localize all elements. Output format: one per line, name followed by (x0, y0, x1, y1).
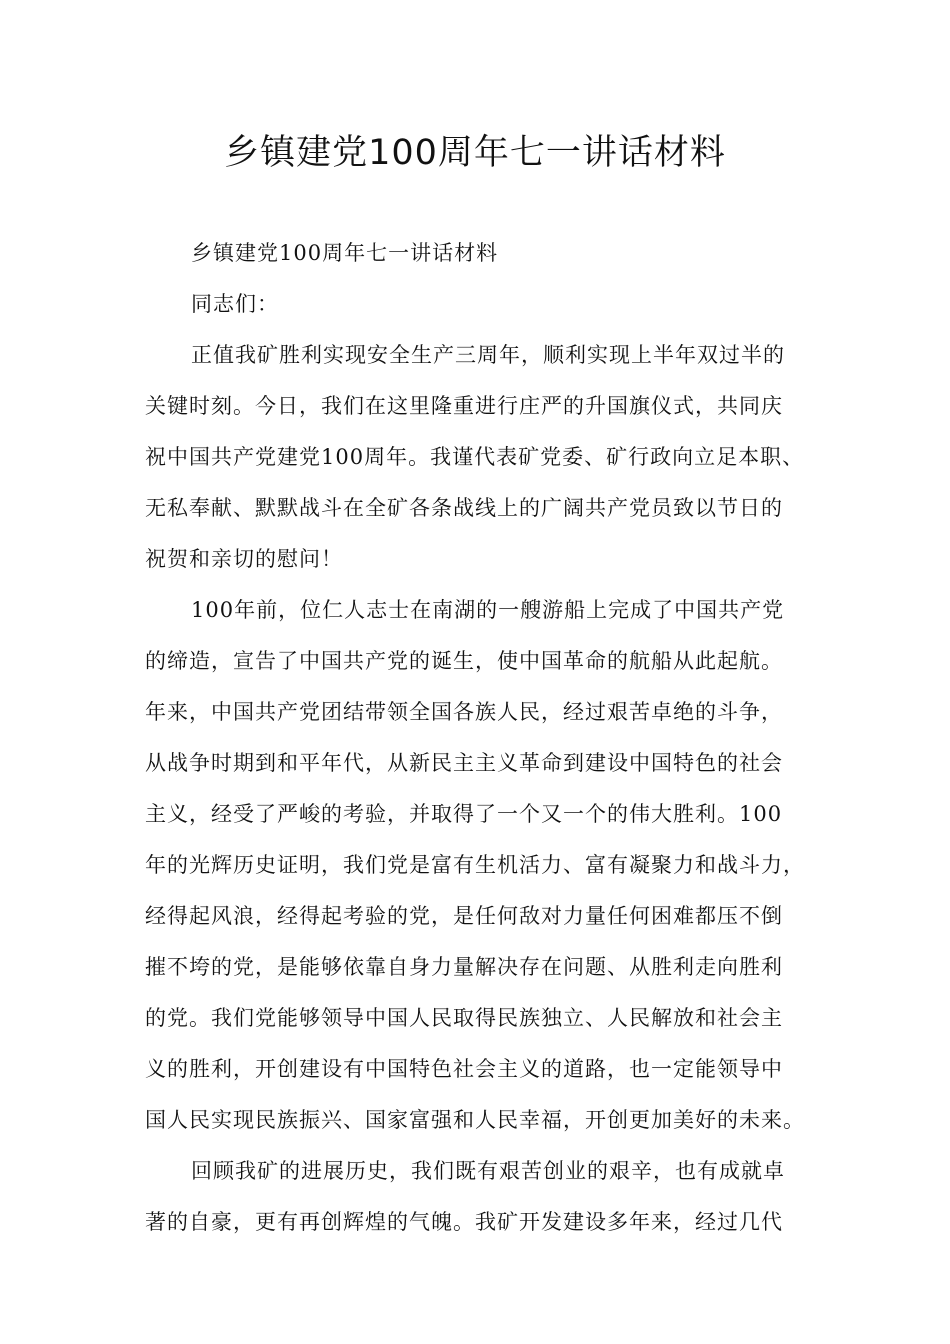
text-line: 关键时刻。今日，我们在这里隆重进行庄严的升国旗仪式，共同庆 (145, 394, 783, 418)
text-line: 国人民实现民族振兴、国家富强和人民幸福，开创更加美好的未来。 (145, 1108, 805, 1132)
text-line: 祝中国共产党建党100周年。我谨代表矿党委、矿行政向立足本职、 (145, 445, 805, 469)
text-line: 从战争时期到和平年代，从新民主主义革命到建设中国特色的社会 (145, 751, 783, 775)
text-line: 经得起风浪，经得起考验的党，是任何敌对力量任何困难都压不倒 (145, 904, 783, 928)
document-body (145, 228, 815, 1248)
text-line: 回顾我矿的进展历史，我们既有艰苦创业的艰辛，也有成就卓 (191, 1159, 785, 1183)
text-line: 无私奉献、默默战斗在全矿各条战线上的广阔共产党员致以节日的 (145, 496, 783, 520)
text-line: 乡镇建党100周年七一讲话材料 (191, 241, 499, 265)
text-line: 年的光辉历史证明，我们党是富有生机活力、富有凝聚力和战斗力， (145, 853, 805, 877)
text-line: 著的自豪，更有再创辉煌的气魄。我矿开发建设多年来，经过几代 (145, 1210, 783, 1234)
text-line: 100年前，位仁人志士在南湖的一艘游船上完成了中国共产党 (191, 598, 785, 622)
text-line: 的缔造，宣告了中国共产党的诞生，使中国革命的航船从此起航。 (145, 649, 783, 673)
text-line: 义的胜利，开创建设有中国特色社会主义的道路，也一定能领导中 (145, 1057, 783, 1081)
text-line: 年来，中国共产党团结带领全国各族人民，经过艰苦卓绝的斗争， (145, 700, 783, 724)
text-line: 主义，经受了严峻的考验，并取得了一个又一个的伟大胜利。100 (145, 802, 783, 826)
text-line: 正值我矿胜利实现安全生产三周年，顺利实现上半年双过半的 (191, 343, 785, 367)
document-title: 乡镇建党100周年七一讲话材料 (224, 133, 726, 173)
text-line: 祝贺和亲切的慰问！ (145, 547, 343, 571)
text-line: 摧不垮的党，是能够依靠自身力量解决存在问题、从胜利走向胜利 (145, 955, 783, 979)
text-line: 同志们： (191, 292, 279, 316)
text-line: 的党。我们党能够领导中国人民取得民族独立、人民解放和社会主 (145, 1006, 783, 1030)
